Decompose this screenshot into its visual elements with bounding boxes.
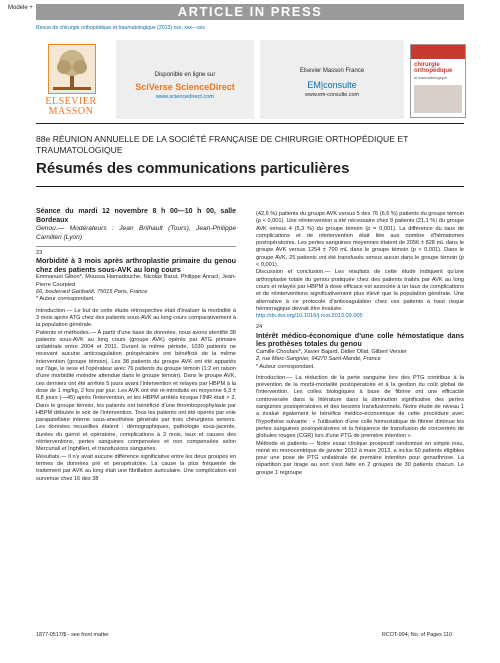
abstract-authors: Camille Choufani*, Xavier Bajard, Didier Ollat, Gilbert Versier (256, 348, 407, 355)
abstract-introduction: Introduction.— La réduction de la perte sanguine lors des PTG contribue à la prévention de la morbi-mortalité postopératoire et à la gestion du coût global de l'intervention. Les colles biologiques à base de fibrine ont une efficacité controversée dans la littérature dans la diminution significative des pertes sanguines postopératoires et des besoins transfusionnels. Notre étude de niveau 1 a évalué également le bénéfice médico-économique de cette procédure avec l'hypothèse suivante : « l'utilisation d'une colle hémostatique de fibrine diminue les pertes sanguines postopératoires et la fréquence de transfusion de concentrés de globules rouges (CGR) lors d'une PTG de première intention ». (256, 374, 464, 440)
journal-citation-link[interactable]: Revue de chirurgie orthopédique et traumatologique (2013) xxx, xxx—xxx (36, 25, 205, 31)
elsevier-tree-logo-icon (48, 44, 96, 94)
abstract-affiliation: 66, boulevard Garibaldi, 75015 Paris, France (36, 289, 148, 296)
model-tag: Modele + (8, 5, 33, 11)
abstract-discussion: Discussion et conclusion.— Les résultats de cette étude indiquent qu'une arthroplastie totale du genou pratiquée chez des patients traités par AVK au long cours et relayés par HBPM à dose efficace est associée à un taux de complications et de réinterventions significativement plus élevé que la population générale. Une alternative à ce protocole d'anticoagulation chez ces patients à haut risque hémorragique devrait être évaluée. (256, 269, 464, 312)
abstract-number: 23 (36, 250, 43, 256)
em-consulte-logo: EM|consulte (307, 80, 357, 90)
cover-image (414, 85, 462, 113)
abstract-number: 24 (256, 324, 263, 331)
abstract-title: Intérêt médico-économique d'une colle hémostatique dans les prothèses totales du genou (256, 330, 464, 349)
divider (36, 246, 236, 247)
session-heading: Séance du mardi 12 novembre 8 h 00—10 h 00, salle Bordeaux (36, 208, 236, 224)
corresponding-author-note: * Auteur correspondant. (36, 296, 95, 303)
moderators-line: Genou.— Modérateurs : Jean Brilhault (Tours), Jean-Philippe Camilleri (Lyon) (36, 225, 236, 241)
cover-title-line-2: orthopédique (414, 68, 453, 74)
sciencedirect-link[interactable]: www.sciencedirect.com (155, 94, 215, 100)
footer-front-matter: 1877-0517/$ - see front matter (36, 632, 109, 638)
header-rule (36, 123, 464, 124)
doi-link[interactable]: http://dx.doi.org/10.1016/j.rcot.2013.09.005 (256, 313, 363, 320)
abstract-title: Morbidité à 3 mois après arthroplastie primaire du genou chez des patients sous-AVK au long cours (36, 256, 236, 274)
journal-cover-thumbnail (410, 44, 466, 118)
abstract-methods: Patients et méthodes.— À partir d'une base de données, nous avons identifié 38 patients sous-AVK au long cours (groupe AVK) opérés par ATG primaire unilatérale entre 2004 et 2011. Durant la même période, 1030 patients ne recevant aucune anticoagulation préopératoire ont bénéficié de la même intervention (groupe témoin). Les 38 patients du groupe AVK ont été appariés sur l'âge, le sexe et l'opérateur avec 76 patients du groupe témoin (1:2 en raison d'une morbidité moindre attendue dans le groupe témoin). Dans le groupe AVK, ces derniers ont été arrêtés 5 jours avant l'intervention et relayés par HBPM à la dose de 1 mg/kg, 2 fois par jour. Les AVK ont été ré-introduits en moyenne 6,3 ± 8,8 jours (—45) après l'intervention, et les HBPM arrêtés lorsque l'INR était > 2. Dans le groupe témoin, les patients ont bénéficié d'une thromboprophylaxie par HBPM débutée le soir de l'intervention. Tous les patients ont été opérés par voie parapatellaire interne sous-anesthésie générale par trois chirurgiens seniors. Les données recueillies étaient : démographiques, pathologie sous-jacente, durées du garrot et opératoire, complications à 3 mois, taux et causes des réinterventions, pertes sanguines compensées et non compensées selon Mercuriali et Inghilleri, et transfusions sanguines. (36, 329, 236, 453)
page-title: Résumés des communications particulières (36, 160, 350, 177)
cover-subtitle: et traumatologique (414, 75, 448, 80)
available-online-label: Disponible en ligne sur (154, 72, 216, 78)
sciencedirect-box (116, 40, 254, 119)
publisher-name: Elsevier Masson France (299, 68, 365, 74)
em-consulte-link[interactable]: www.em-consulte.com (305, 92, 359, 98)
left-column (36, 207, 236, 483)
results-continuation: (42,6 %) patients du groupe AVK versus 5 des 76 (6,6 %) patients du groupe témoin (p < 0,001). Une réintervention a été nécessaire chez 8 patients (21,1 %) du groupe AVK versus 4 (5,3 %) du groupe témoin (p = 0,001). La différence du taux de complications et de réintervention était liée aux nombre d'hématomes postopératoires. Les pertes sanguines moyennes étaient de 2056 ± 828 mL dans le groupe AVK versus 1254 ± 700 mL dans le groupe témoin (p < 0,001). Dans le groupe AVK, 25 patients ont été transfusés versus aucun dans le groupe témoin (p < 0,001). (256, 211, 464, 269)
corresponding-author-note: * Auteur correspondant. (256, 363, 315, 370)
conference-heading: 88e RÉUNION ANNUELLE DE LA SOCIÉTÉ FRANÇAISE DE CHIRURGIE ORTHOPÉDIQUE ET TRAUMATOLOGIQUE (36, 134, 409, 155)
right-column (256, 211, 464, 477)
cover-title-line-1: chirurgie (414, 62, 440, 68)
abstract-results: Résultats.— Il n'y avait aucune différence significative entre les deux groupes en termes de données pré et peropératoire. La cause la plus fréquente de traitement par AVK au long était une fibrillation auriculaire. Une complication est survenue chez 16 des 38 (36, 453, 236, 482)
sciverse-sciencedirect-logo: SciVerse ScienceDirect (135, 82, 235, 92)
footer-reference: RCOT-994; No. of Pages 110 (382, 632, 453, 638)
article-in-press-label: ARTICLE IN PRESS (177, 4, 323, 19)
abstract-introduction: Introduction.— Le but de cette étude rétrospective était d'évaluer la morbidité à 3 mois après ATG chez des patients sous-AVK au long cours comparativement à la population générale. (36, 307, 236, 329)
elsevier-masson-logo-text: ELSEVIER MASSON (45, 96, 97, 117)
abstract-authors: Emmanuel Gibon*, Moussa Hamadouche, Nicolas Barut, Philippe Anract, Jean-Pierre Courpied (36, 274, 236, 288)
abstract-methods: Méthode et patients.— Notre essai clinique prospectif randomisé en simple insu, mené en monocentrique de janvier 2012 à mars 2013, a inclus 60 patients éligibles pour une pose de PTG unilatérale de première intention pour gonarthrose. La répartition par tirage au sort s'est faite en 2 groupes de 30 patients chacun. Le groupe 1 regroupe (256, 440, 464, 476)
title-rule (36, 186, 464, 187)
abstract-affiliation: 2, rue Marc-Sangnier, 94270 Saint-Mandé, France (256, 356, 381, 363)
cover-band (411, 45, 465, 59)
